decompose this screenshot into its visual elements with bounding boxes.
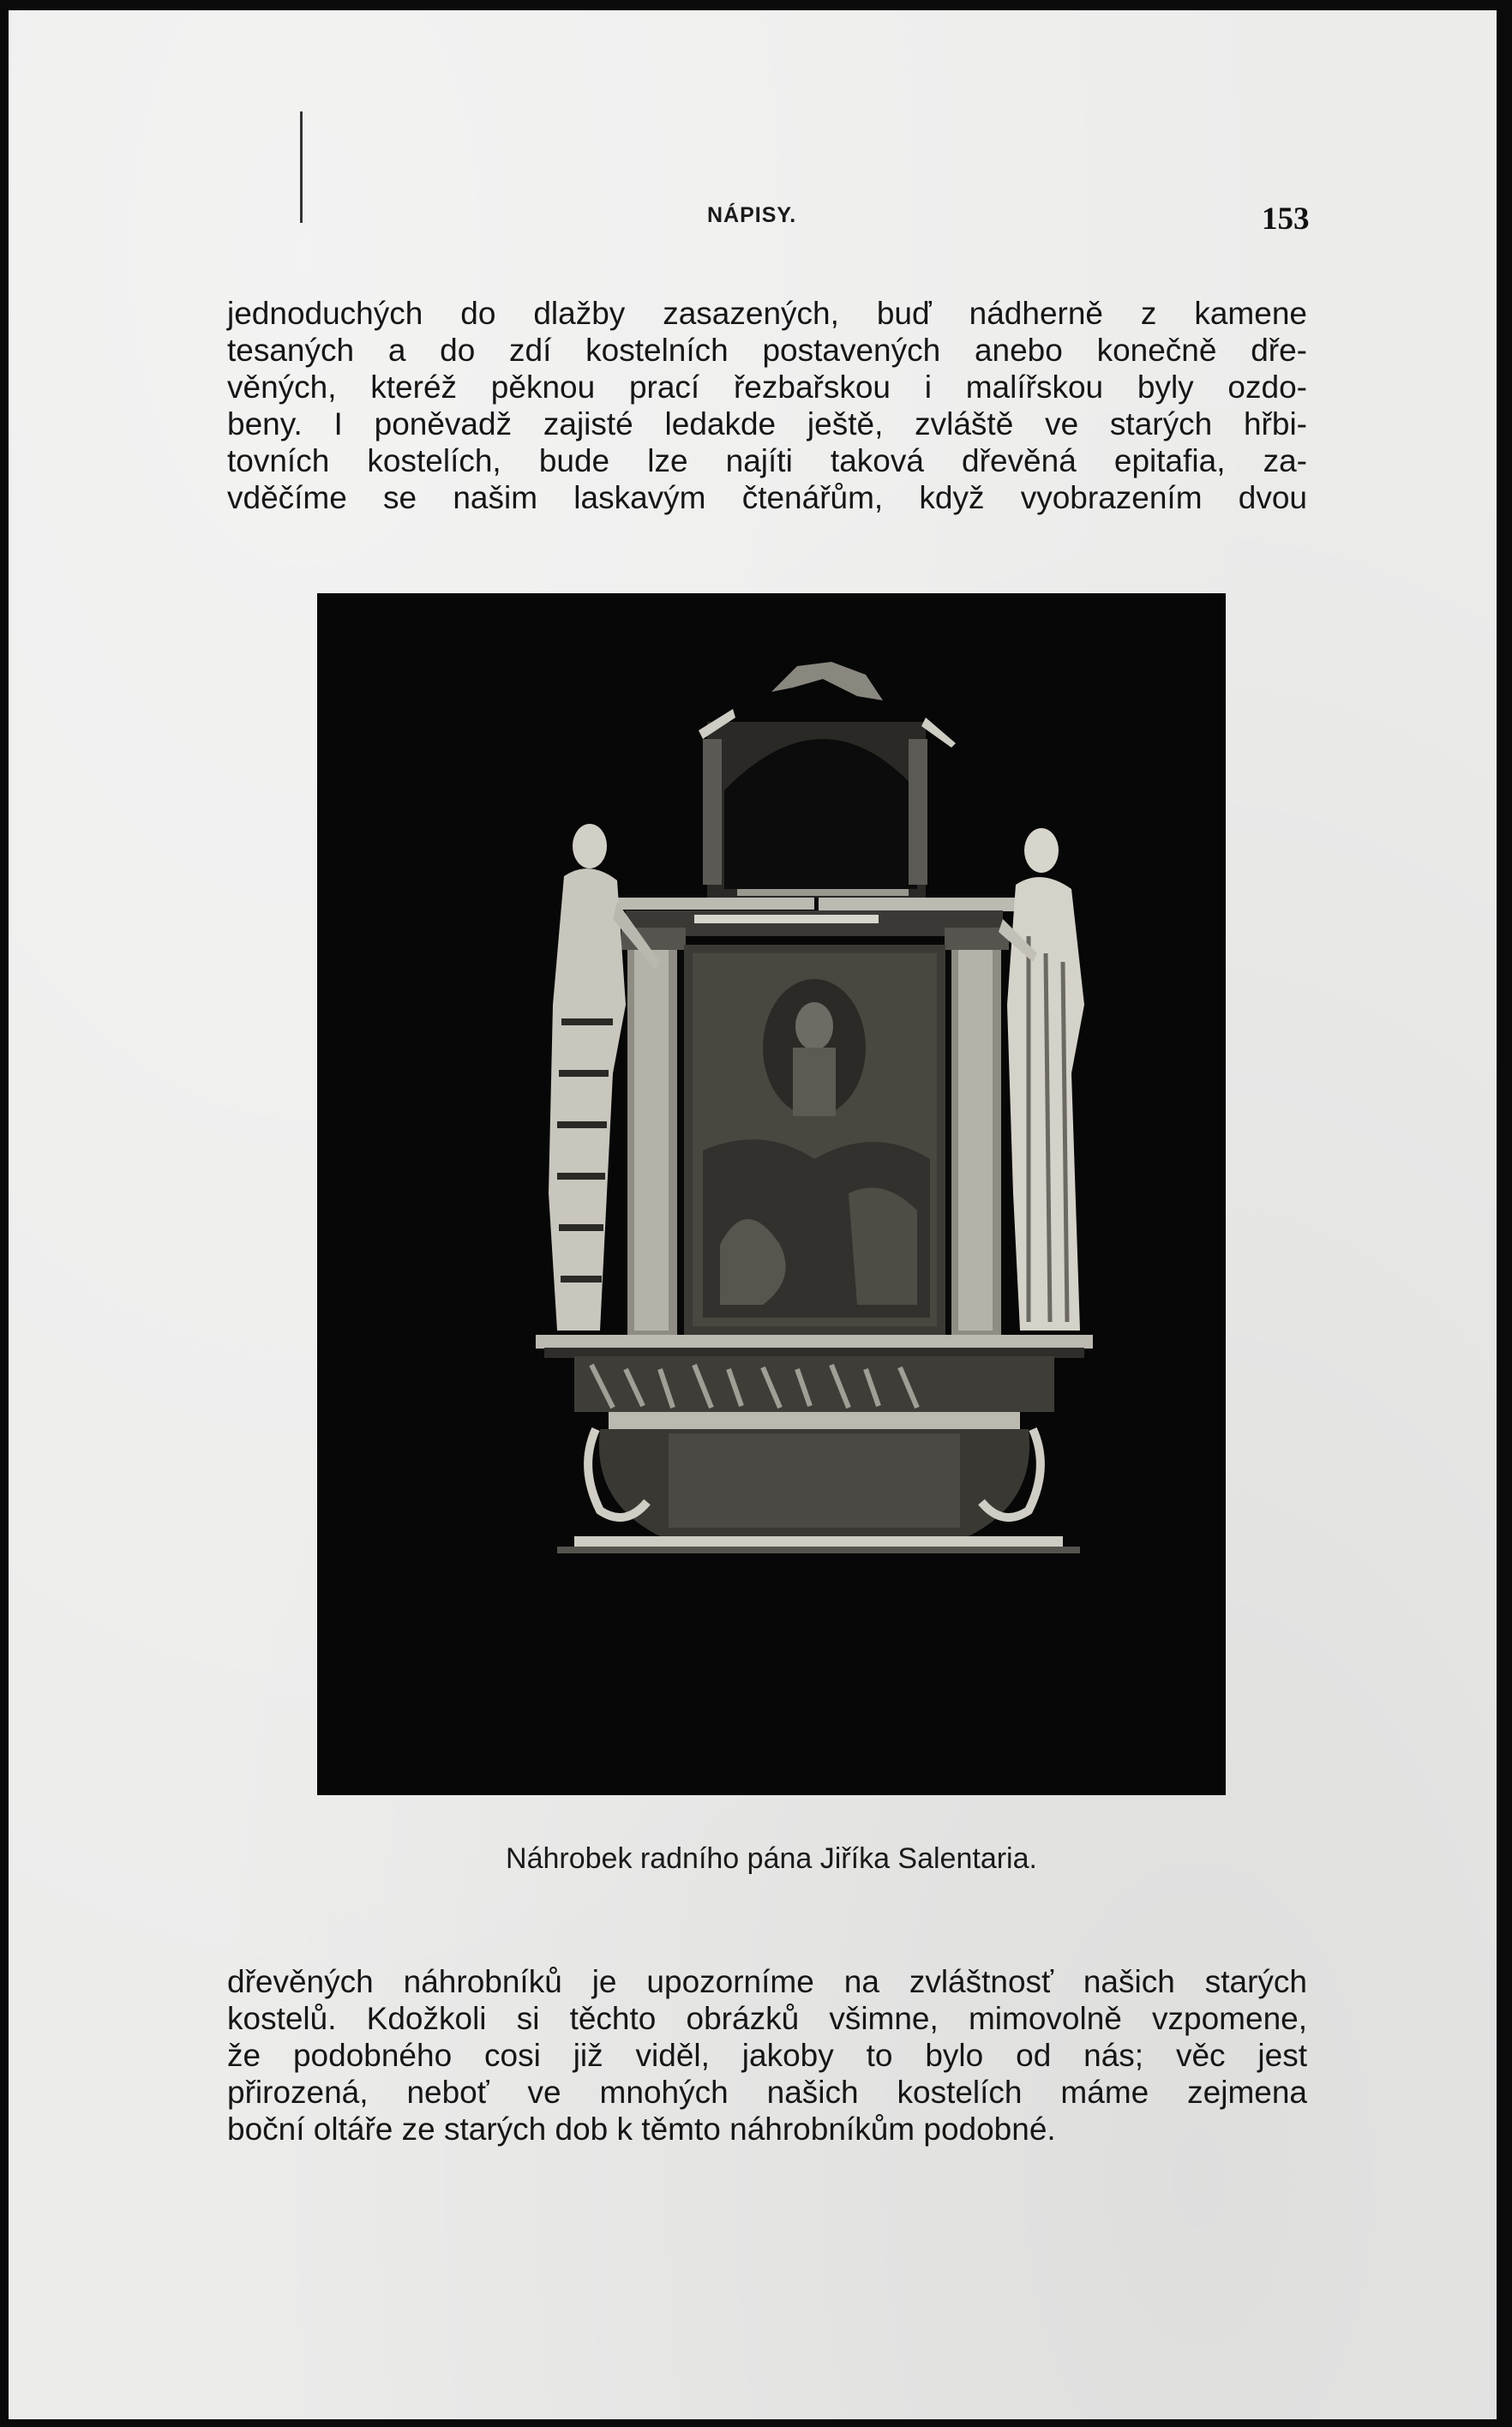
figure-caption: Náhrobek radního pána Jiříka Salentaria. xyxy=(506,1842,1037,1875)
epitaph-illustration xyxy=(317,593,1226,1795)
text-line: beny. I poněvadž zajisté ledakde ještě, zvláště ve starých hřbi- xyxy=(227,406,1307,442)
text-line: vděčíme se našim laskavým čtenářům, když vyobrazením dvou xyxy=(227,480,1307,515)
paragraph-top xyxy=(227,295,1307,516)
margin-rule xyxy=(300,111,303,223)
text-line: věných, kteréž pěknou prací řezbařskou i malířskou byly ozdo- xyxy=(227,369,1307,405)
text-line: dřevěných náhrobníků je upozorníme na zvláštnosť našich starých xyxy=(227,1964,1307,1999)
text-line: přirozená, neboť ve mnohých našich kostelích máme zejmena xyxy=(227,2075,1307,2110)
text-line: kostelů. Kdožkoli si těchto obrázků všimne, mimovolně vzpomene, xyxy=(227,2001,1307,2036)
text-line: jednoduchých do dlažby zasazených, buď nádherně z kamene xyxy=(227,296,1307,331)
text-line: tesaných a do zdí kostelních postavených anebo konečně dře- xyxy=(227,333,1307,368)
epitaph-photograph xyxy=(317,593,1226,1795)
running-title: NÁPISY. xyxy=(707,203,797,227)
central-panel xyxy=(684,945,945,1335)
book-page xyxy=(9,10,1497,2419)
text-line: boční oltáře ze starých dob k těmto náhrobníkům podobné. xyxy=(227,2112,1056,2147)
page-number: 153 xyxy=(1262,201,1310,237)
text-line: tovních kostelích, bude lze najíti taková dřevěná epitafia, za- xyxy=(227,443,1307,478)
text-line: že podobného cosi již viděl, jakoby to bylo od nás; věc jest xyxy=(227,2038,1307,2073)
paragraph-bottom xyxy=(227,1963,1307,2148)
base-console xyxy=(536,1335,1093,1553)
